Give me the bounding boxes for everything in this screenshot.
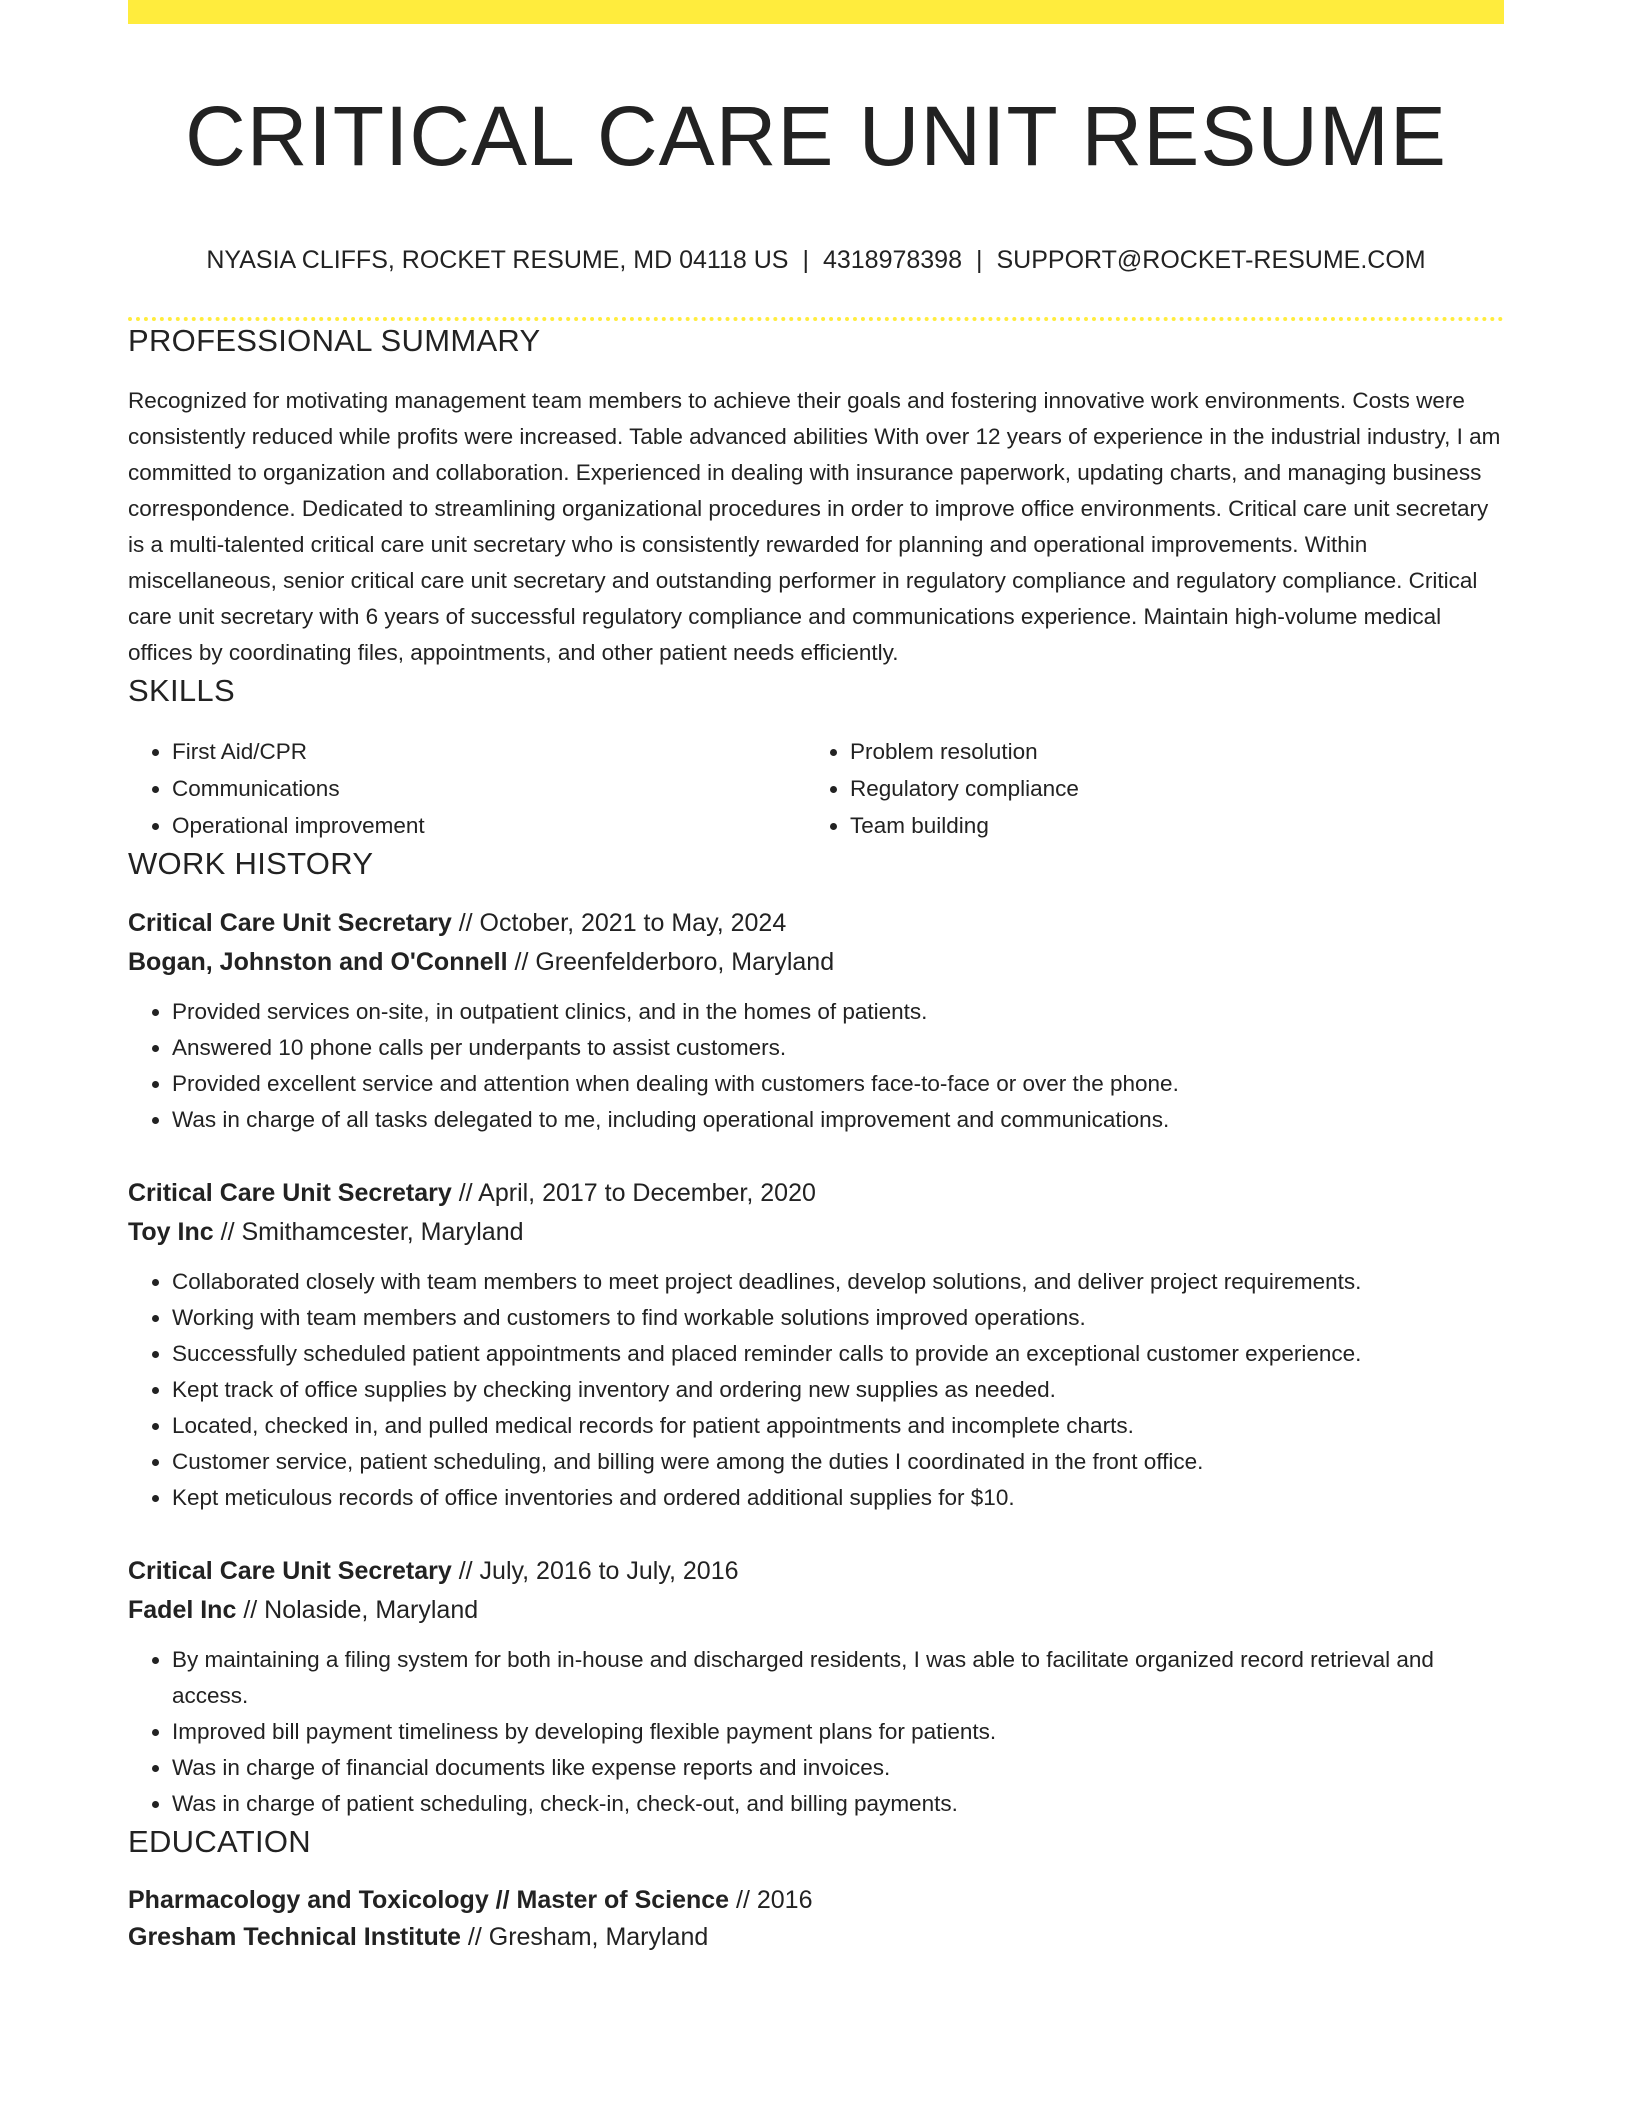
job-location: // Smithamcester, Maryland [213,1218,524,1246]
job-bullet: • Successfully scheduled patient appointments and placed reminder calls to provide an exceptional customer experience. [172,1336,1504,1372]
resume-page [128,0,1504,1956]
skill-item: • Regulatory compliance [850,770,1484,807]
job-company: Bogan, Johnston and O'Connell [128,948,508,976]
job-dates: // April, 2017 to December, 2020 [451,1179,816,1207]
job-location: // Greenfelderboro, Maryland [507,948,835,976]
job-bullets [128,994,1504,1138]
education-year: // 2016 [729,1886,813,1914]
skills-list [128,733,1504,844]
job-entry [128,1552,1504,1822]
contact-phone[interactable]: 4318978398 [822,246,962,274]
job-company-line [128,1213,1504,1252]
job-bullet: • By maintaining a filing system for both in-house and discharged residents, I was able to facilitate organized record retrieval and access. [172,1642,1504,1714]
work-history-heading: WORK HISTORY [128,846,374,881]
job-dates: // October, 2021 to May, 2024 [451,909,787,937]
job-bullet: • Was in charge of all tasks delegated to me, including operational improvement and communications. [172,1102,1504,1138]
job-title: Critical Care Unit Secretary [128,1179,452,1207]
job-bullet: • Working with team members and customers to find workable solutions improved operations. [172,1300,1504,1336]
job-bullets [128,1264,1504,1516]
skill-item: • Problem resolution [850,733,1484,770]
skills-column-right [806,733,1484,844]
job-dates: // July, 2016 to July, 2016 [451,1557,739,1585]
job-entry [128,904,1504,1138]
job-company-line [128,943,1504,982]
summary-text: Recognized for motivating management team members to achieve their goals and fostering innovative work environments. Costs were consistently reduced while profits were increased. Table advanced abilities With over 12 years of experience in the industrial industry, I am committed to organization and collaboration. Experienced in dealing with insurance paperwork, updating charts, and managing business correspondence. Dedicated to streamlining organizational procedures in order to improve office environments. Critical care unit secretary is a multi-talented critical care unit secretary who is consistently rewarded for planning and operational improvements. Within miscellaneous, senior critical care unit secretary and outstanding performer in regulatory compliance and regulatory compliance. Critical care unit secretary with 6 years of successful regulatory compliance and communications experience. Maintain high-volume medical offices by coordinating files, appointments, and other patient needs efficiently. [128,388,1501,665]
job-company-line [128,1591,1504,1630]
summary-heading: PROFESSIONAL SUMMARY [128,323,541,358]
job-bullet: • Answered 10 phone calls per underpants to assist customers. [172,1030,1504,1066]
accent-bar [128,0,1504,24]
job-bullets [128,1642,1504,1822]
contact-line [128,244,1504,276]
education-degree-line [128,1882,1504,1919]
skill-item: • Communications [172,770,806,807]
job-bullet: • Located, checked in, and pulled medical records for patient appointments and incomplete charts. [172,1408,1504,1444]
job-company: Fadel Inc [128,1596,237,1624]
job-bullet: • Collaborated closely with team members to meet project deadlines, develop solutions, and deliver project requirements. [172,1264,1504,1300]
contact-address: NYASIA CLIFFS, ROCKET RESUME, MD 04118 US [206,246,789,274]
contact-email[interactable]: SUPPORT@ROCKET-RESUME.COM [996,246,1426,274]
education-location: // Gresham, Maryland [460,1923,709,1951]
job-title: Critical Care Unit Secretary [128,909,452,937]
contact-separator: | [802,246,809,274]
resume-title: CRITICAL CARE UNIT RESUME [185,89,1447,183]
education-school: Gresham Technical Institute [128,1923,461,1951]
skill-item: • Operational improvement [172,807,806,844]
job-bullet: • Kept meticulous records of office inventories and ordered additional supplies for $10. [172,1480,1504,1516]
contact-separator: | [976,246,983,274]
job-title: Critical Care Unit Secretary [128,1557,452,1585]
skill-item: • Team building [850,807,1484,844]
job-title-line [128,1552,1504,1591]
job-title-line [128,904,1504,943]
job-bullet: • Customer service, patient scheduling, and billing were among the duties I coordinated in the front office. [172,1444,1504,1480]
job-entry [128,1174,1504,1516]
education-entry [128,1882,1504,1956]
job-bullet: • Kept track of office supplies by checking inventory and ordering new supplies as needed. [172,1372,1504,1408]
skills-column-left [128,733,806,844]
skill-item: • First Aid/CPR [172,733,806,770]
job-bullet: • Provided excellent service and attention when dealing with customers face-to-face or over the phone. [172,1066,1504,1102]
job-bullet: • Was in charge of patient scheduling, check-in, check-out, and billing payments. [172,1786,1504,1822]
job-location: // Nolaside, Maryland [236,1596,479,1624]
job-bullet: • Was in charge of financial documents like expense reports and invoices. [172,1750,1504,1786]
education-school-line [128,1919,1504,1956]
job-title-line [128,1174,1504,1213]
education-heading: EDUCATION [128,1824,311,1859]
skills-heading: SKILLS [128,673,235,708]
job-company: Toy Inc [128,1218,214,1246]
education-degree: Pharmacology and Toxicology // Master of Science [128,1886,730,1914]
job-bullet: • Improved bill payment timeliness by developing flexible payment plans for patients. [172,1714,1504,1750]
job-bullet: • Provided services on-site, in outpatient clinics, and in the homes of patients. [172,994,1504,1030]
